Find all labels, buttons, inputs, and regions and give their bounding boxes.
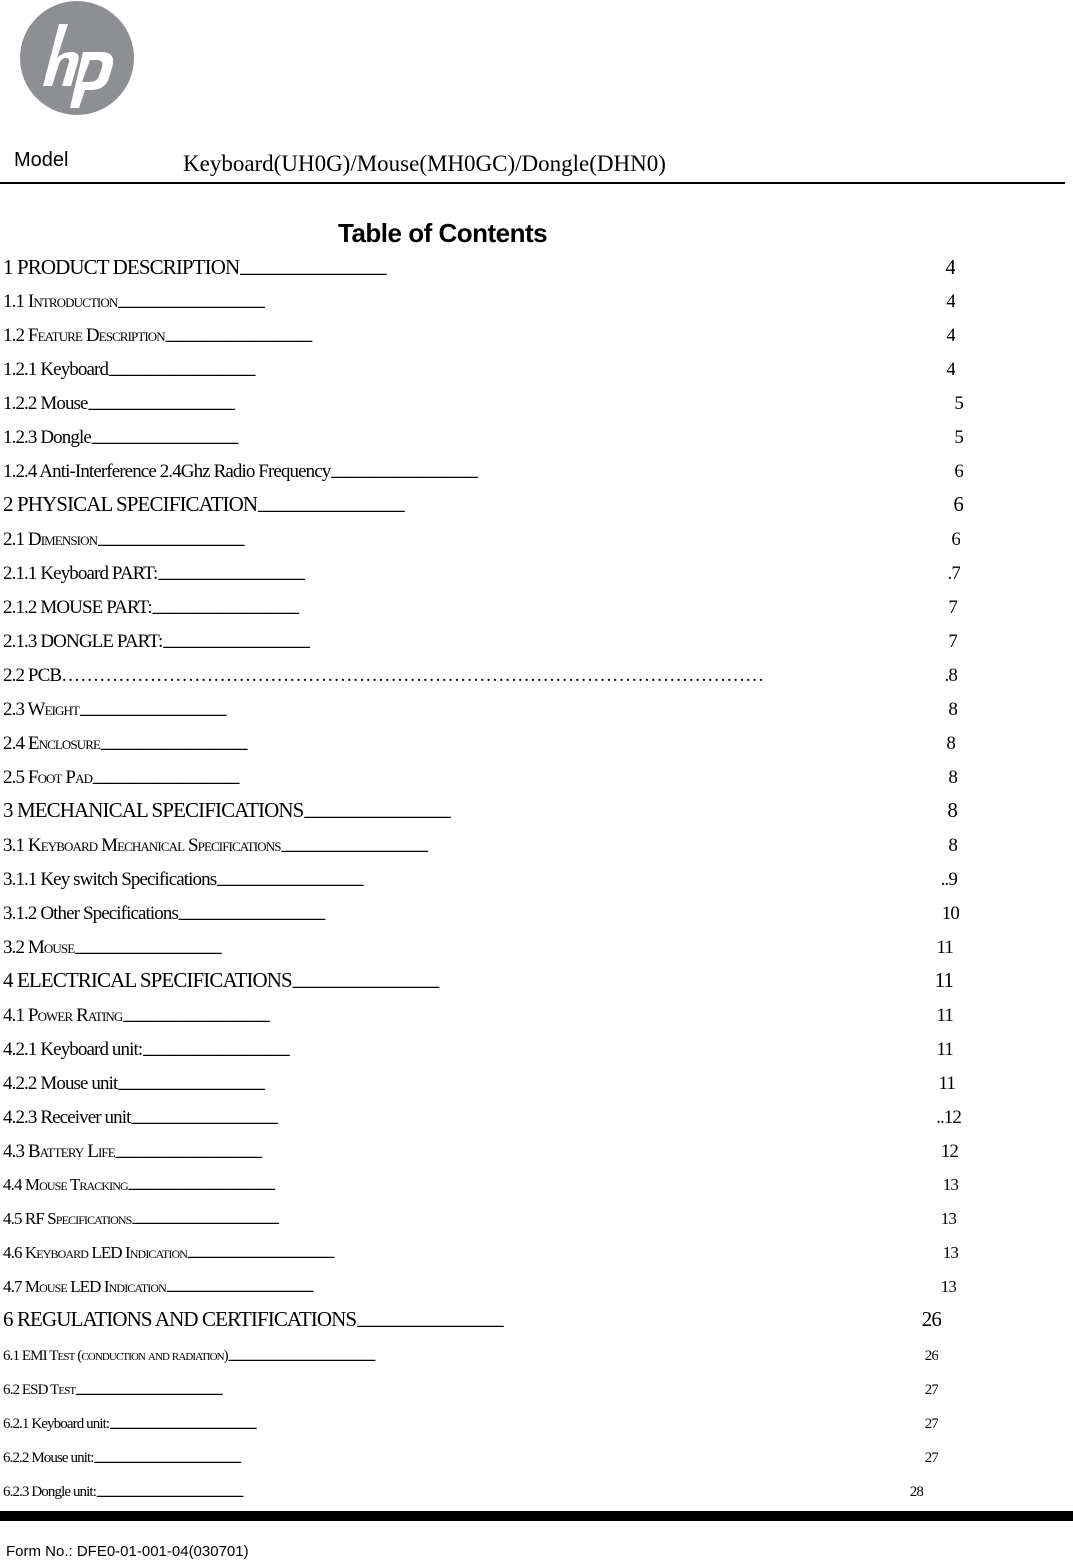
- toc-entry[interactable]: [3, 1440, 938, 1472]
- toc-leader: [216, 879, 940, 895]
- toc-entry[interactable]: [3, 1101, 961, 1133]
- toc-entry[interactable]: [3, 591, 957, 623]
- toc-entry-label: 1.2.1 Keyboard: [3, 359, 109, 380]
- toc-entry-page: 12: [940, 1141, 958, 1162]
- toc-leader: [100, 743, 946, 759]
- toc-entry[interactable]: [3, 727, 955, 759]
- toc-leader: [108, 369, 946, 385]
- toc-entry-label: 2 PHYSICAL SPECIFICATION: [3, 492, 258, 516]
- toc-entry-page: 11: [936, 937, 953, 958]
- toc-entry[interactable]: [3, 1033, 953, 1065]
- toc-entry-label: 1.1 Introduction: [3, 291, 118, 312]
- model-row: [0, 146, 1065, 184]
- toc-entry-label: 3.2 Mouse: [3, 937, 75, 958]
- toc-entry-label: 3.1.2 Other Specifications: [3, 903, 178, 924]
- toc-entry-label: 1.2.2 Mouse: [3, 393, 88, 414]
- toc-entry[interactable]: [3, 897, 959, 929]
- toc-entry-label: 4.5 RF Specifications: [3, 1209, 132, 1228]
- toc-entry-page: 8: [948, 835, 957, 856]
- toc-entry-label: 1.2 Feature Description: [3, 325, 165, 346]
- toc-entry-page: 8: [948, 767, 957, 788]
- toc-entry[interactable]: [3, 761, 957, 793]
- toc-entry-page: 8: [947, 798, 957, 822]
- toc-leader: [303, 811, 947, 827]
- toc-entry-page: 13: [940, 1277, 956, 1296]
- toc-entry-page: 13: [940, 1209, 956, 1228]
- toc-leader: [166, 1285, 941, 1301]
- toc-entry-label: 4.2.1 Keyboard unit:: [3, 1039, 143, 1060]
- toc-leader: [75, 1388, 925, 1404]
- toc-entry[interactable]: [3, 795, 957, 827]
- toc-entry[interactable]: [3, 625, 957, 657]
- toc-entry-label: 1.2.3 Dongle: [3, 427, 91, 448]
- toc-entry-label: 4.3 Battery Life: [3, 1141, 115, 1162]
- toc-entry[interactable]: [3, 353, 955, 385]
- toc-entry[interactable]: [3, 693, 957, 725]
- model-value: Keyboard(UH0G)/Mouse(MH0GC)/Dongle(DHN0): [183, 151, 666, 176]
- toc-entry[interactable]: [3, 252, 955, 284]
- toc-entry-page: 26: [924, 1348, 938, 1364]
- toc-entry-page: .7: [947, 563, 960, 584]
- toc-leader: [281, 845, 949, 861]
- toc-entry[interactable]: [3, 1269, 956, 1301]
- toc-entry[interactable]: [3, 1406, 938, 1438]
- toc-entry[interactable]: [3, 387, 963, 419]
- toc-entry-label: 2.2 PCB: [3, 665, 62, 686]
- toc-leader: [109, 1422, 925, 1438]
- toc-entry-label: 1.2.4 Anti-Interference 2.4Ghz Radio Frequency: [3, 461, 331, 482]
- toc-leader: [88, 403, 955, 419]
- toc-entry-label: 2.1 Dimension: [3, 529, 98, 550]
- toc-entry-label: 2.1.2 MOUSE PART:: [3, 597, 152, 618]
- toc-entry[interactable]: [3, 1167, 958, 1199]
- toc-entry-label: 2.1.1 Keyboard PART:: [3, 563, 158, 584]
- toc-entry-page: 6: [953, 492, 963, 516]
- toc-entry-label: 2.5 Foot Pad: [3, 767, 93, 788]
- toc-entry-label: 6 REGULATIONS AND CERTIFICATIONS: [3, 1307, 357, 1331]
- toc-leader: [330, 471, 954, 487]
- toc-entry-page: 26: [921, 1307, 941, 1331]
- toc-entry-label: 2.3 Weight: [3, 699, 80, 720]
- toc-entry[interactable]: [3, 1135, 958, 1167]
- toc-entry-page: 4: [946, 291, 955, 312]
- toc-leader: [131, 1217, 940, 1233]
- toc-entry[interactable]: [3, 931, 953, 963]
- toc-entry-label: 3.1 Keyboard Mechanical Specifications: [3, 835, 281, 856]
- toc-entry-label: 3.1.1 Key switch Specifications: [3, 869, 217, 890]
- toc-entry-label: 4.4 Mouse Tracking: [3, 1175, 128, 1194]
- toc-leader: [157, 573, 947, 589]
- toc-leader: [117, 301, 946, 317]
- toc-entry-page: 11: [936, 1005, 953, 1026]
- toc-entry[interactable]: [3, 1338, 938, 1370]
- toc-entry-label: 6.2 ESD Test: [3, 1382, 76, 1398]
- toc-entry-page: 5: [954, 427, 963, 448]
- toc-entry[interactable]: [3, 1304, 941, 1336]
- toc-entry[interactable]: [3, 999, 953, 1031]
- toc-entry-page: 27: [924, 1450, 938, 1466]
- toc-entry-page: 4: [946, 325, 955, 346]
- toc-entry-page: 6: [954, 461, 963, 482]
- toc-entry-page: 27: [924, 1382, 938, 1398]
- toc-entry[interactable]: [3, 659, 957, 691]
- model-label: Model: [14, 149, 69, 171]
- toc-leader: [257, 505, 953, 521]
- toc-entry-page: 6: [951, 529, 960, 550]
- toc-leader: [117, 1083, 938, 1099]
- toc-leader: [74, 947, 936, 963]
- toc-leader: [178, 913, 942, 929]
- toc-entry[interactable]: [3, 1201, 956, 1233]
- toc-leader: [187, 1251, 943, 1267]
- toc-entry[interactable]: [3, 1235, 958, 1267]
- toc-entry-label: 6.2.1 Keyboard unit:: [3, 1416, 110, 1432]
- toc-entry-label: 4.6 Keyboard LED Indication: [3, 1243, 188, 1262]
- toc-title: Table of Contents: [338, 218, 548, 248]
- toc-entry[interactable]: [3, 965, 953, 997]
- toc-entry[interactable]: [3, 319, 955, 351]
- toc-entry[interactable]: [3, 455, 963, 487]
- toc-leader: [91, 437, 955, 453]
- toc-entry-label: 6.2.2 Mouse unit:: [3, 1450, 94, 1466]
- toc-entry-label: 6.2.3 Dongle unit:: [3, 1484, 96, 1500]
- toc-entry-page: 13: [942, 1243, 958, 1262]
- toc-entry-label: 4.2.2 Mouse unit: [3, 1073, 118, 1094]
- toc-entry-label: 4.2.3 Receiver unit: [3, 1107, 131, 1128]
- toc-leader: [165, 335, 947, 351]
- toc-entry-page: 28: [909, 1484, 923, 1500]
- toc-leader: [128, 1183, 943, 1199]
- toc-entry[interactable]: [3, 1372, 938, 1404]
- hp-logo: [19, 0, 135, 116]
- toc-entry-label: 4.1 Power Rating: [3, 1005, 123, 1026]
- toc-leader: [97, 539, 951, 555]
- toc-entry-page: 7: [948, 597, 957, 618]
- toc-leader: [61, 666, 944, 691]
- toc-leader: [96, 1490, 910, 1506]
- toc-leader: [356, 1320, 922, 1336]
- toc-leader: [130, 1117, 936, 1133]
- toc-entry[interactable]: [3, 557, 960, 589]
- toc-leader: [94, 1456, 925, 1472]
- toc-leader: [79, 709, 948, 725]
- toc-entry[interactable]: [3, 863, 957, 895]
- toc-entry-label: 6.1 EMI Test (conduction and radiation): [3, 1348, 228, 1364]
- toc-leader: [292, 981, 935, 997]
- toc-leader: [122, 1015, 936, 1031]
- toc-entry-page: 11: [934, 968, 953, 992]
- toc-entry[interactable]: [3, 1474, 923, 1506]
- toc-entry-label: 2.4 Enclosure: [3, 733, 101, 754]
- toc-entry-page: ..12: [936, 1107, 961, 1128]
- toc-entry-page: 27: [924, 1416, 938, 1432]
- toc-entry[interactable]: [3, 1067, 955, 1099]
- toc-entry[interactable]: [3, 523, 960, 555]
- toc-leader: [239, 268, 945, 284]
- toc-entry-page: 10: [941, 903, 959, 924]
- toc-entry-page: 11: [938, 1073, 955, 1094]
- toc-entry-page: 4: [945, 255, 955, 279]
- toc-entry[interactable]: [3, 489, 963, 521]
- toc-leader: [152, 607, 949, 623]
- toc-entry-page: ..9: [940, 869, 957, 890]
- toc-entry-page: 5: [954, 393, 963, 414]
- toc-entry-page: .8: [944, 665, 957, 686]
- toc-entry-label: 4.7 Mouse LED Indication: [3, 1277, 166, 1296]
- toc-entry-page: 7: [948, 631, 957, 652]
- toc-entry[interactable]: [3, 829, 957, 861]
- toc-leader: [92, 777, 948, 793]
- toc-entry-label: 1 PRODUCT DESCRIPTION: [3, 255, 240, 279]
- toc-leader: [142, 1049, 936, 1065]
- toc-entry-page: 8: [948, 699, 957, 720]
- toc-entry-label: 4 ELECTRICAL SPECIFICATIONS: [3, 968, 292, 992]
- toc-entry[interactable]: [3, 285, 955, 317]
- toc-entry-page: 13: [942, 1175, 958, 1194]
- toc-entry-label: 3 MECHANICAL SPECIFICATIONS: [3, 798, 304, 822]
- toc-entry[interactable]: [3, 421, 963, 453]
- toc-leader: [115, 1151, 941, 1167]
- toc-leader: [162, 641, 948, 657]
- toc-entry-page: 4: [946, 359, 955, 380]
- toc-leader: [228, 1354, 925, 1370]
- toc-entry-page: 8: [946, 733, 955, 754]
- form-number: Form No.: DFE0-01-001-04(030701): [6, 1543, 249, 1560]
- footer-divider: [0, 1511, 1073, 1521]
- toc-entry-page: 11: [936, 1039, 953, 1060]
- toc-entry-label: 2.1.3 DONGLE PART:: [3, 631, 163, 652]
